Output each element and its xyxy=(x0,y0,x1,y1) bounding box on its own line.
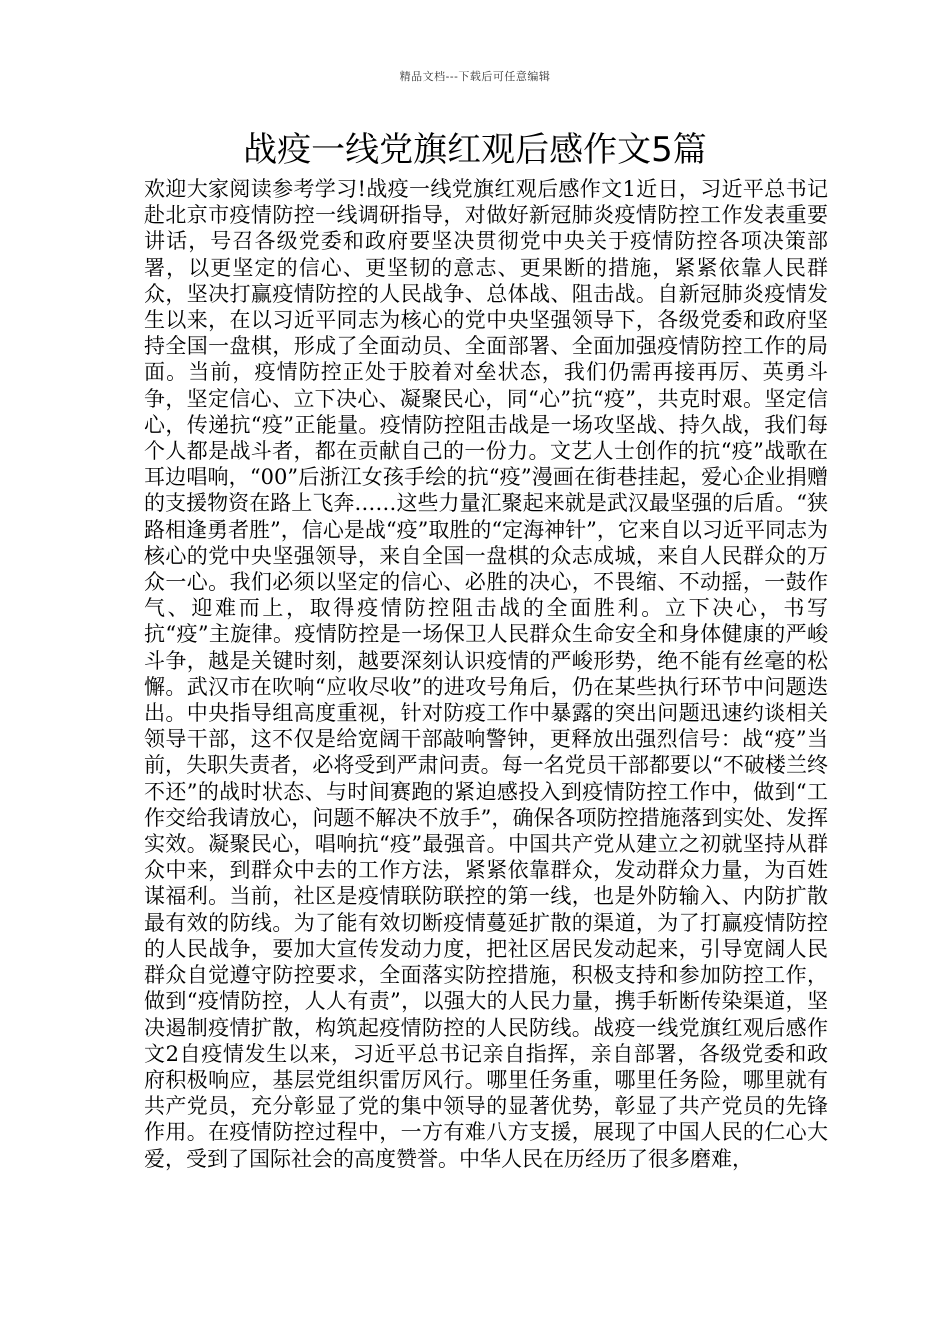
document-title: 战疫一线党旗红观后感作文5篇 xyxy=(243,130,707,170)
body-paragraph: 欢迎大家阅读参考学习!战疫一线党旗红观后感作文1近日，习近平总书记赴北京市疫情防控一线调研指导，对做好新冠肺炎疫情防控工作发表重要讲话，号召各级党委和政府要坚决贯彻党中央关于疫情防控各项决策部署，以更坚定的信心、更坚韧的意志、更果断的措施，紧紧依靠人民群众，坚决打赢疫情防控的人民战争、总体战、阻击战。自新冠肺炎疫情发生以来，在以习近平同志为核心的党中央坚强领导下，各级党委和政府坚持全国一盘棋，形成了全面动员、全面部署、全面加强疫情防控工作的局面。当前，疫情防控正处于胶着对垒状态，我们仍需再接再厉、英勇斗争，坚定信心、立下决心、凝聚民心，同“心”抗“疫”，共克时艰。坚定信心，传递抗“疫”正能量。疫情防控阻击战是一场攻坚战、持久战，我们每个人都是战斗者，都在贡献自己的一份力。文艺人士创作的抗“疫”战歌在耳边唱响，“00”后浙江女孩手绘的抗“疫”漫画在街巷挂起，爱心企业捐赠的支援物资在路上飞奔……这些力量汇聚起来就是武汉最坚强的后盾。“狭路相逢勇者胜”，信心是战“疫”取胜的“定海神针”，它来自以习近平同志为核心的党中央坚强领导，来自全国一盘棋的众志成城，来自人民群众的万众一心。我们必须以坚定的信心、必胜的决心，不畏缩、不动摇，一鼓作气、迎难而上，取得疫情防控阻击战的全面胜利。立下决心，书写抗“疫”主旋律。疫情防控是一场保卫人民群众生命安全和身体健康的严峻斗争，越是关键时刻，越要深刻认识疫情的严峻形势，绝不能有丝毫的松懈。武汉市在吹响“应收尽收”的进攻号角后，仍在某些执行环节中问题迭出。中央指导组高度重视，针对防疫工作中暴露的突出问题迅速约谈相关领导干部，这不仅是给宽阔干部敲响警钟，更释放出强烈信号：战“疫”当前，失职失责者，必将受到严肃问责。每一名党员干部都要以“不破楼兰终不还”的战时状态、与时间赛跑的紧迫感投入到疫情防控工作中，做到“工作交给我请放心，问题不解决不放手”，确保各项防控措施落到实处、发挥实效。凝聚民心，唱响抗“疫”最强音。中国共产党从建立之初就坚持从群众中来，到群众中去的工作方法，紧紧依靠群众，发动群众力量，为百姓谋福利。当前，社区是疫情联防联控的第一线，也是外防输入、内防扩散最有效的防线。为了能有效切断疫情蔓延扩散的渠道，为了打赢疫情防控的人民战争，要加大宣传发动力度，把社区居民发动起来，引导宽阔人民群众自觉遵守防控要求，全面落实防控措施，积极支持和参加防控工作，做到“疫情防控，人人有责”，以强大的人民力量，携手斩断传染渠道，坚决遏制疫情扩散，构筑起疫情防控的人民防线。战疫一线党旗红观后感作文2自疫情发生以来，习近平总书记亲自指挥，亲自部署，各级党委和政府积极响应，基层党组织雷厉风行。哪里任务重，哪里任务险，哪里就有共产党员，充分彰显了党的集中领导的显著优势，彰显了共产党员的先锋作用。在疫情防控过程中，一方有难八方支援，展现了中国人民的仁心大爱，受到了国际社会的高度赞誉。中华人民在历经历了很多磨难， xyxy=(144,177,828,1171)
header-note: 精品文档---下载后可任意编辑 xyxy=(399,70,551,83)
